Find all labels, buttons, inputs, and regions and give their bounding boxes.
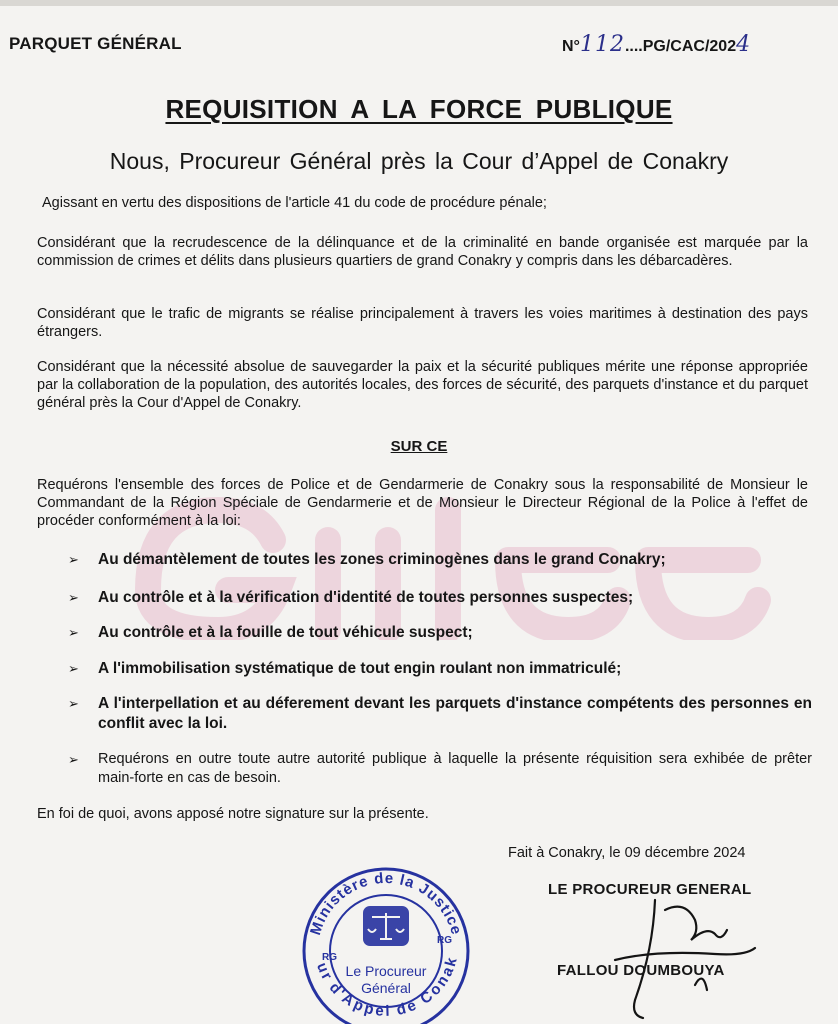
reference-prefix: N° (562, 38, 580, 55)
list-item-text: Requérons en outre toute autre autorité publique à laquelle la présente réquisition sera exhibée de prêter main-forte en cas de besoin. (98, 751, 812, 786)
signatory-name: FALLOU DOUMBOUYA (557, 962, 725, 979)
bullet-arrow-icon: ➢ (68, 661, 79, 676)
page-top-edge (0, 0, 838, 6)
list-item (68, 588, 812, 608)
list-item (68, 659, 812, 679)
list-item (68, 750, 812, 788)
bullet-arrow-icon: ➢ (68, 625, 79, 640)
bullet-arrow-icon: ➢ (68, 552, 79, 567)
sur-ce-heading: SUR CE (390, 438, 448, 455)
reference-dots: .... (624, 38, 643, 55)
document-subtitle: Nous, Procureur Général près la Cour d’Appel de Conakry (109, 148, 729, 174)
closing-statement: En foi de quoi, avons apposé notre signature sur la présente. (37, 806, 429, 822)
place-and-date: Fait à Conakry, le 09 décembre 2024 (508, 845, 746, 861)
bullet-arrow-icon: ➢ (68, 590, 79, 605)
office-heading: PARQUET GÉNÉRAL (9, 34, 182, 53)
reference-code: PG/CAC/202 (642, 38, 737, 55)
seal-badge-left: RG (322, 952, 337, 963)
list-item-text: A l'interpellation et au déferement devant les parquets d'instance compétents des personnes en conflit avec la loi. (98, 695, 812, 732)
seal-ring-top-text: Ministère de la Justice (306, 869, 465, 938)
scales-of-justice-icon (364, 907, 408, 945)
list-item-text: Au contrôle et à la vérification d'identité de toutes personnes suspectes; (98, 589, 634, 606)
document-title: REQUISITION A LA FORCE PUBLIQUE (165, 94, 673, 124)
reference-number (562, 32, 751, 57)
list-item (68, 694, 812, 734)
seal-badge-right: RG (437, 935, 452, 946)
official-seal (296, 855, 476, 1024)
reference-year-handwritten: 4 (736, 32, 752, 57)
bullet-arrow-icon: ➢ (68, 696, 79, 711)
list-item-text: Au contrôle et à la fouille de tout véhicule suspect; (98, 624, 473, 641)
seal-ring-bottom-text: ur d'Appel de Conak (312, 954, 461, 1020)
list-item-text: Au démantèlement de toutes les zones criminogènes dans le grand Conakry; (98, 551, 666, 568)
seal-center-line-2: Général (361, 980, 411, 996)
reference-number-handwritten: 112 (579, 32, 625, 57)
paragraph-legal-basis: Agissant en vertu des dispositions de l'article 41 du code de procédure pénale; (42, 195, 547, 211)
paragraph-requisition-intro: Requérons l'ensemble des forces de Police et de Gendarmerie de Conakry sous la responsabilité de Monsieur le Commandant de la Région Spéciale de Gendarmerie et de Monsieur le Directeur Régional de la Police à l'effet de procéder conformément à la loi: (37, 477, 808, 529)
handwritten-signature (595, 890, 795, 1024)
list-item (68, 623, 812, 643)
list-item-text: A l'immobilisation systématique de tout engin roulant non immatriculé; (98, 660, 622, 677)
paragraph-considerant-1: Considérant que la recrudescence de la délinquance et de la criminalité en bande organisée est marquée par la commission de crimes et délits dans plusieurs quartiers de grand Conakry y compris dans les débarcadères. (37, 235, 808, 269)
signatory-title: LE PROCUREUR GENERAL (548, 881, 752, 898)
paragraph-considerant-2: Considérant que le trafic de migrants se réalise principalement à travers les voies maritimes à destination des pays étrangers. (37, 306, 808, 340)
seal-center-line-1: Le Procureur (345, 963, 427, 979)
paragraph-considerant-3: Considérant que la nécessité absolue de sauvegarder la paix et la sécurité publiques mérite une réponse appropriée par la collaboration de la population, des autorités locales, des forces de sécurité, des parquets d'instance et du parquet général près la Cour d'Appel de Conakry. (37, 359, 808, 411)
bullet-arrow-icon: ➢ (68, 752, 79, 767)
list-item (68, 550, 812, 570)
